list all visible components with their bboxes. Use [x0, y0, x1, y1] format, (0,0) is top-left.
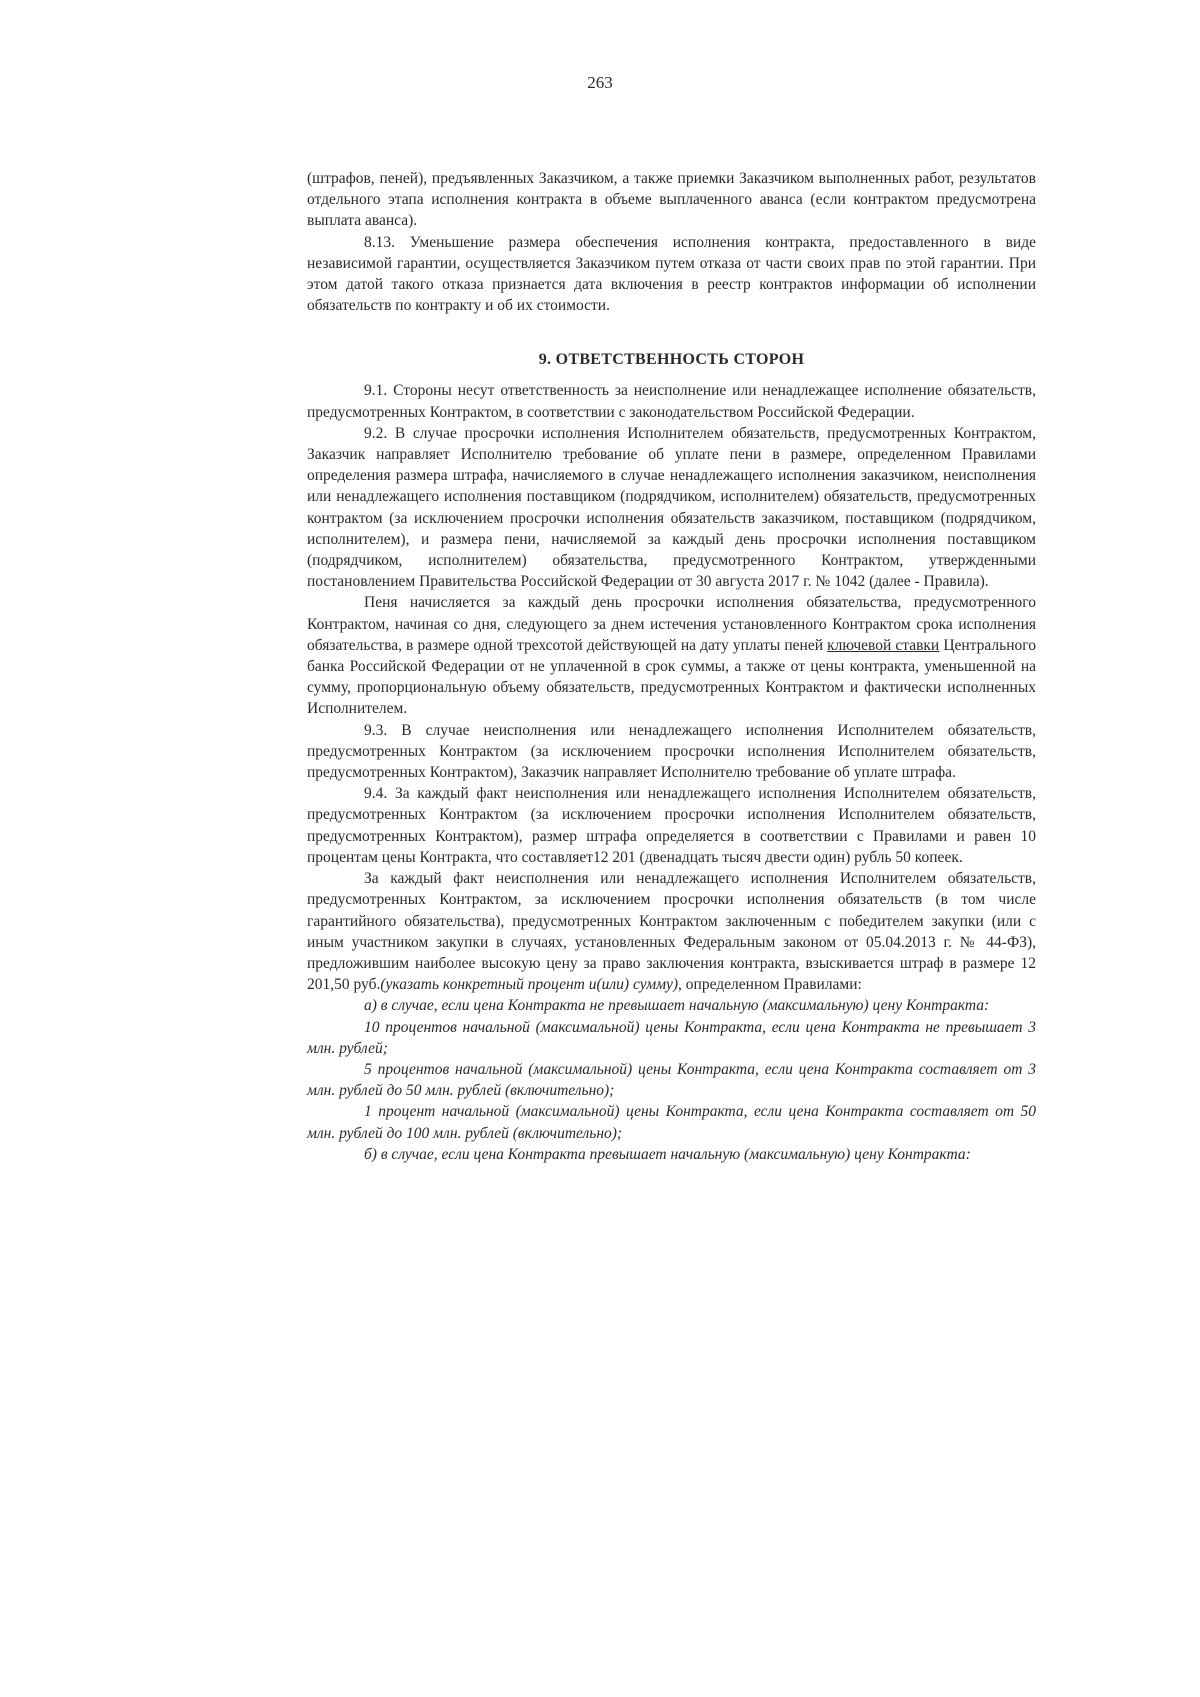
penalty-paragraph [307, 592, 1036, 719]
section-9-heading: 9. ОТВЕТСТВЕННОСТЬ СТОРОН [538, 351, 805, 369]
clause-9-3: 9.3. В случае неисполнения или ненадлежащего исполнения Исполнителем обязательств, предусмотренных Контрактом (за исключением просрочки исполнения Исполнителем обязательств, предусмотренных Контрактом), Заказчик направляет Исполнителю требование об уплате штрафа. [307, 721, 1036, 782]
clause-8-13: 8.13. Уменьшение размера обеспечения исполнения контракта, предоставленного в виде независимой гарантии, осуществляется Заказчиком путем отказа от части своих прав по этой гарантии. При этом датой такого отказа признается дата включения в реестр контрактов информации об исполнении обязательств по контракту и об их стоимости. [307, 233, 1036, 315]
intro-paragraph: (штрафов, пеней), предъявленных Заказчиком, а также приемки Заказчиком выполненных работ, результатов отдельного этапа исполнения контракта в объеме выплаченного аванса (если контрактом предусмотрена выплата аванса). [307, 170, 1036, 230]
fine-instruction-note: (указать конкретный процент и(или) сумму) [380, 976, 679, 994]
item-a-2: 5 процентов начальной (максимальной) цены Контракта, если цена Контракта составляет от 3 млн. рублей до 50 млн. рублей (включительно); [307, 1060, 1036, 1100]
item-a: а) в случае, если цена Контракта не превышает начальную (максимальную) цену Контракта: [364, 997, 990, 1015]
key-rate-link[interactable]: ключевой ставки [827, 636, 940, 654]
item-a-1: 10 процентов начальной (максимальной) цены Контракта, если цена Контракта не превышает 3 млн. рублей; [307, 1018, 1036, 1057]
fine-text-end: , определенном Правилами: [678, 976, 862, 994]
page-number: 263 [587, 73, 613, 92]
fine-paragraph [307, 868, 1036, 995]
item-b: б) в случае, если цена Контракта превышает начальную (максимальную) цену Контракта: [364, 1145, 971, 1163]
document-body [307, 168, 1036, 1165]
clause-9-1: 9.1. Стороны несут ответственность за неисполнение или ненадлежащее исполнение обязательств, предусмотренных Контрактом, в соответствии с законодательством Российской Федерации. [307, 382, 1036, 421]
clause-9-4: 9.4. За каждый факт неисполнения или ненадлежащего исполнения Исполнителем обязательств, предусмотренных Контрактом (за исключением просрочки исполнения Исполнителем обязательств, предусмотренных Контрактом), размер штрафа определяется в соответствии с Правилами и равен 10 процентам цены Контракта, что составляет12 201 (двенадцать тысяч двести один) рубль 50 копеек. [307, 785, 1036, 866]
penalty-text-end: Центрального банка Российской Федерации от не уплаченной в срок суммы, а также от цены контракта, уменьшенной на сумму, пропорциональную объему обязательств, предусмотренных Контрактом и фактически исполненных Исполнителем. [307, 636, 1036, 718]
fine-text-start: За каждый факт неисполнения или ненадлежащего исполнения Исполнителем обязательств, предусмотренных Контрактом, за исключением просрочки исполнения обязательств (в том числе гарантийного обязательства), предусмотренных Контрактом заключенным с победителем закупки (или с иным участником закупки в случаях, установленных Федеральным законом от 05.04.2013 г. № 44-ФЗ), предложившим наиболее высокую цену за право заключения контракта, взыскивается штраф в размере 12 201,50 руб. [307, 870, 1036, 994]
clause-9-2: 9.2. В случае просрочки исполнения Исполнителем обязательств, предусмотренных Контрактом, Заказчик направляет Исполнителю требование об уплате пени в размере, определенном Правилами определения размера штрафа, начисляемого в случае ненадлежащего исполнения заказчиком, неисполнения или ненадлежащего исполнения поставщиком (подрядчиком, исполнителем) обязательств, предусмотренных контрактом (за исключением просрочки исполнения обязательств заказчиком, поставщиком (подрядчиком, исполнителем), и размера пени, начисляемой за каждый день просрочки исполнения поставщиком (подрядчиком, исполнителем) обязательства, предусмотренного Контрактом, утвержденными постановлением Правительства Российской Федерации от 30 августа 2017 г. № 1042 (далее - Правила). [307, 424, 1036, 591]
penalty-text-start: Пеня начисляется за каждый день просрочки исполнения обязательства, предусмотренного Контрактом, начиная со дня, следующего за днем истечения установленного Контрактом срока исполнения обязательства, в размере одной трехсотой действующей на дату уплаты пеней [307, 594, 1036, 654]
item-a-3: 1 процент начальной (максимальной) цены Контракта, если цена Контракта составляет от 50 млн. рублей до 100 млн. рублей (включительно); [307, 1103, 1036, 1142]
